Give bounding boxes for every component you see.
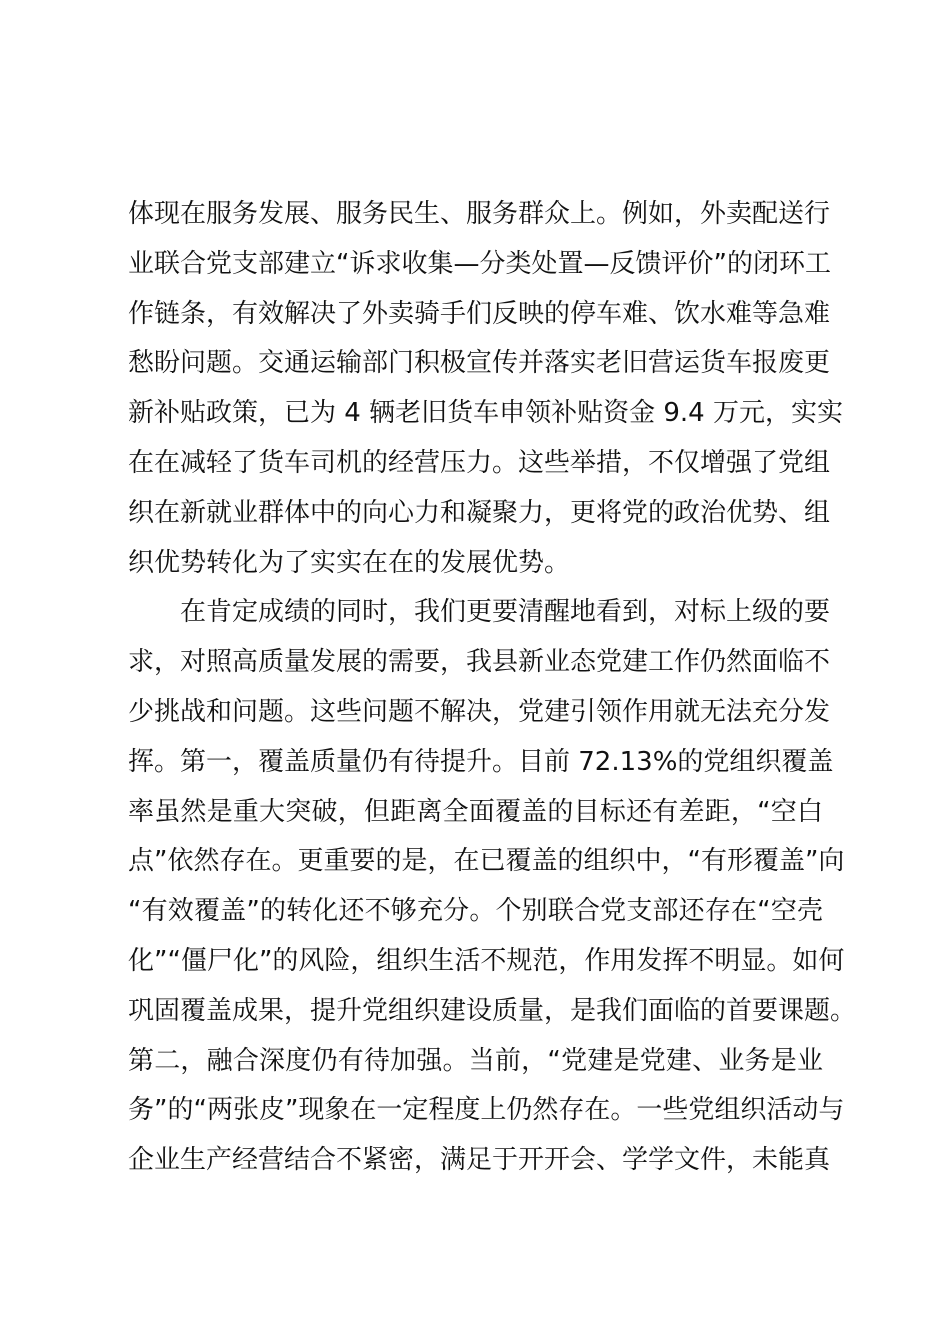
text-line: 在肯定成绩的同时，我们更要清醒地看到，对标上级的要 — [180, 597, 831, 628]
text-line: 在在减轻了货车司机的经营压力。这些举措，不仅增强了党组 — [128, 447, 831, 478]
text-line: 愁盼问题。交通运输部门积极宣传并落实老旧营运货车报废更 — [128, 348, 831, 379]
paragraph-2 — [128, 588, 857, 1186]
text-line: 求，对照高质量发展的需要，我县新业态党建工作仍然面临不 — [128, 647, 831, 678]
text-line: 率虽然是重大突破，但距离全面覆盖的目标还有差距，“空白 — [128, 796, 823, 827]
text-line: 化”“僵尸化”的风险，组织生活不规范，作用发挥不明显。如何 — [128, 945, 845, 976]
text-line: “有效覆盖”的转化还不够充分。个别联合党支部还存在“空壳 — [128, 896, 823, 927]
text-line: 织在新就业群体中的向心力和凝聚力，更将党的政治优势、组 — [128, 497, 831, 528]
text-line: 巩固覆盖成果，提升党组织建设质量，是我们面临的首要课题。 — [128, 995, 857, 1026]
text-line: 作链条，有效解决了外卖骑手们反映的停车难、饮水难等急难 — [128, 298, 831, 329]
text-line: 挥。第一，覆盖质量仍有待提升。目前 72.13%的党组织覆盖 — [128, 746, 834, 777]
text-line: 织优势转化为了实实在在的发展优势。 — [128, 547, 571, 578]
text-line: 新补贴政策，已为 4 辆老旧货车申领补贴资金 9.4 万元，实实 — [128, 398, 843, 429]
text-line: 少挑战和问题。这些问题不解决，党建引领作用就无法充分发 — [128, 696, 831, 727]
text-line: 点”依然存在。更重要的是，在已覆盖的组织中，“有形覆盖”向 — [128, 846, 845, 877]
text-line: 务”的“两张皮”现象在一定程度上仍然存在。一些党组织活动与 — [128, 1095, 845, 1126]
text-line: 企业生产经营结合不紧密，满足于开开会、学学文件，未能真 — [128, 1145, 831, 1176]
paragraph-1 — [128, 190, 843, 588]
document-page — [128, 190, 857, 1186]
text-line: 业联合党支部建立“诉求收集—分类处置—反馈评价”的闭环工 — [128, 248, 831, 279]
text-line: 第二，融合深度仍有待加强。当前，“党建是党建、业务是业 — [128, 1045, 823, 1076]
text-line: 体现在服务发展、服务民生、服务群众上。例如，外卖配送行 — [128, 199, 831, 229]
